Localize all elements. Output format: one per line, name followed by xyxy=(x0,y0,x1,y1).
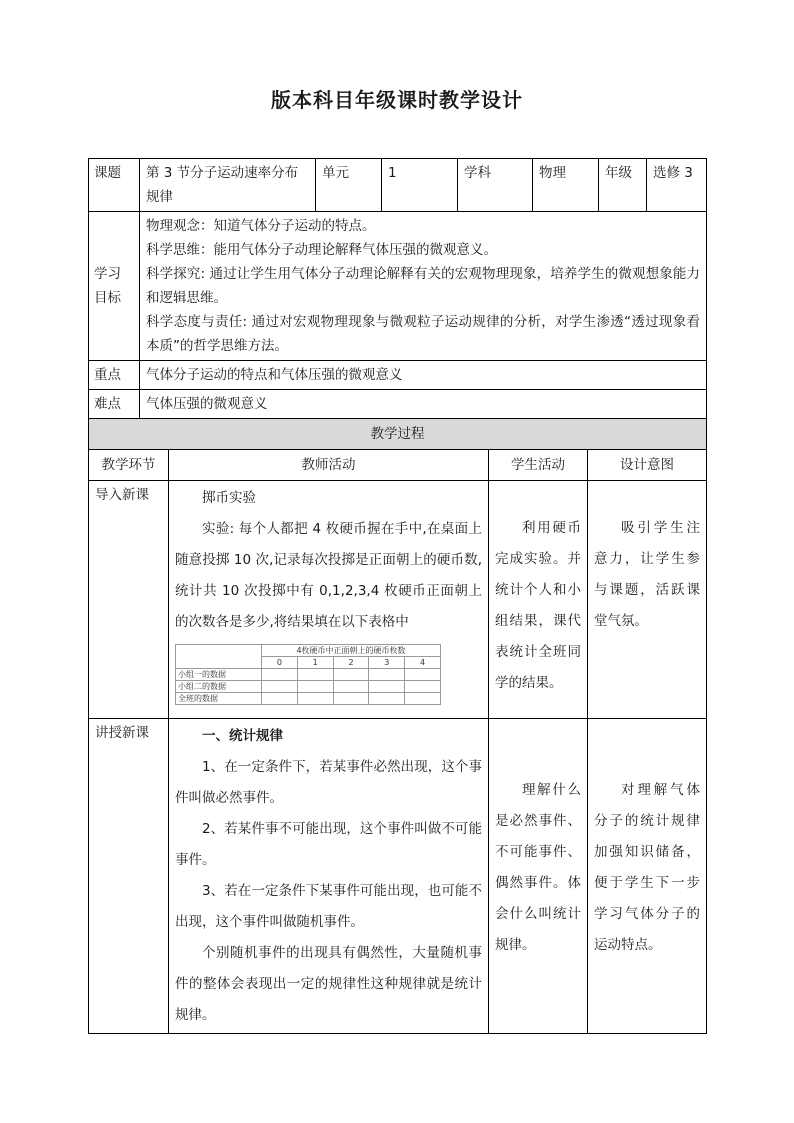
objective-line: 科学探究: 通过让学生用气体分子动理论解释有关的宏观物理现象，培养学生的微观想象能力和逻辑思维。 xyxy=(146,266,700,306)
difficulty-label: 难点 xyxy=(89,390,140,419)
coin-cell xyxy=(405,681,441,693)
intro-student xyxy=(489,481,588,719)
new-intent-text: 对理解气体分子的统计规律加强知识储备，便于学生下一步学习气体分子的运动特点。 xyxy=(594,782,700,953)
intro-teacher-title: 掷币实验 xyxy=(202,490,256,506)
coin-row-label: 全班的数据 xyxy=(176,693,262,705)
coin-cell xyxy=(262,681,298,693)
intro-intent xyxy=(588,481,707,719)
subject-label: 学科 xyxy=(458,159,533,212)
coin-cell xyxy=(405,669,441,681)
lesson-plan xyxy=(88,158,706,1034)
coin-cell xyxy=(262,693,298,705)
objectives-content xyxy=(140,212,707,361)
coin-cell xyxy=(369,681,405,693)
new-teacher xyxy=(169,719,489,1034)
new-para: 2、若某件事不可能出现，这个事件叫做不可能事件。 xyxy=(175,821,482,868)
header-intent: 设计意图 xyxy=(588,450,707,481)
coin-cell xyxy=(369,669,405,681)
intro-teacher-text: 实验: 每个人都把 4 枚硬币握在手中,在桌面上随意投掷 10 次,记录每次投掷是正面朝上的硬币数,统计共 10 次投掷中有 0,1,2,3,4 枚硬币正面朝上的次数各是多少,将结果填在以下表格中 xyxy=(175,521,482,630)
coin-cell xyxy=(297,669,333,681)
header-stage: 教学环节 xyxy=(89,450,169,481)
coin-row-label: 小组二的数据 xyxy=(176,681,262,693)
new-student xyxy=(489,719,588,1034)
coin-cell xyxy=(333,693,369,705)
unit-label: 单元 xyxy=(316,159,382,212)
lesson-value-line2: 规律 xyxy=(146,189,173,205)
new-intent xyxy=(588,719,707,1034)
coin-col: 0 xyxy=(262,657,298,669)
objective-line: 科学态度与责任: 通过对宏观物理现象与微观粒子运动规律的分析，对学生渗透“透过现象看本质”的哲学思维方法。 xyxy=(146,314,700,354)
lesson-value-line1: 第 3 节分子运动速率分布 xyxy=(146,165,299,181)
intro-stage: 导入新课 xyxy=(89,481,169,719)
new-stage: 讲授新课 xyxy=(89,719,169,1034)
coin-row-label: 小组一的数据 xyxy=(176,669,262,681)
new-para: 3、若在一定条件下某事件可能出现，也可能不出现，这个事件叫做随机事件。 xyxy=(175,883,482,930)
coin-col: 3 xyxy=(369,657,405,669)
page-title: 版本科目年级课时教学设计 xyxy=(271,88,523,112)
difficulty-value: 气体压强的微观意义 xyxy=(140,390,707,419)
coin-corner xyxy=(176,645,262,669)
info-table xyxy=(88,158,707,419)
coin-cell xyxy=(369,693,405,705)
coin-result-table xyxy=(175,644,441,705)
lesson-label: 课题 xyxy=(89,159,140,212)
coin-header: 4枚硬币中正面朝上的硬币枚数 xyxy=(262,645,441,657)
subject-value: 物理 xyxy=(533,159,599,212)
coin-cell xyxy=(297,693,333,705)
coin-cell xyxy=(262,669,298,681)
key-point-label: 重点 xyxy=(89,361,140,390)
grade-value: 选修 3 xyxy=(647,159,707,212)
objectives-label-line1: 学习 xyxy=(94,266,121,282)
key-point-value: 气体分子运动的特点和气体压强的微观意义 xyxy=(140,361,707,390)
grade-label: 年级 xyxy=(599,159,647,212)
new-student-text: 理解什么是必然事件、不可能事件、偶然事件。体会什么叫统计规律。 xyxy=(495,782,581,953)
intro-teacher xyxy=(169,481,489,719)
intro-intent-text: 吸引学生注意力，让学生参与课题，活跃课堂气氛。 xyxy=(594,520,700,629)
coin-cell xyxy=(297,681,333,693)
new-para: 1、在一定条件下，若某事件必然出现，这个事件叫做必然事件。 xyxy=(175,759,482,806)
intro-student-text: 利用硬币完成实验。并统计个人和小组结果，课代表统计全班同学的结果。 xyxy=(495,520,581,691)
objective-line: 科学思维：能用气体分子动理论解释气体压强的微观意义。 xyxy=(146,242,497,258)
unit-value: 1 xyxy=(382,159,458,212)
new-heading: 一、统计规律 xyxy=(202,728,283,744)
process-table xyxy=(88,418,707,1034)
objectives-label xyxy=(89,212,140,361)
objectives-label-line2: 目标 xyxy=(94,290,121,306)
header-student: 学生活动 xyxy=(489,450,588,481)
objective-line: 物理观念：知道气体分子运动的特点。 xyxy=(146,218,376,234)
coin-col: 1 xyxy=(297,657,333,669)
coin-col: 4 xyxy=(405,657,441,669)
new-para: 个别随机事件的出现具有偶然性，大量随机事件的整体会表现出一定的规律性这种规律就是统计规律。 xyxy=(175,945,482,1023)
header-teacher: 教师活动 xyxy=(169,450,489,481)
coin-cell xyxy=(333,681,369,693)
coin-cell xyxy=(333,669,369,681)
coin-cell xyxy=(405,693,441,705)
coin-col: 2 xyxy=(333,657,369,669)
process-band: 教学过程 xyxy=(89,419,707,450)
lesson-value xyxy=(140,159,316,212)
